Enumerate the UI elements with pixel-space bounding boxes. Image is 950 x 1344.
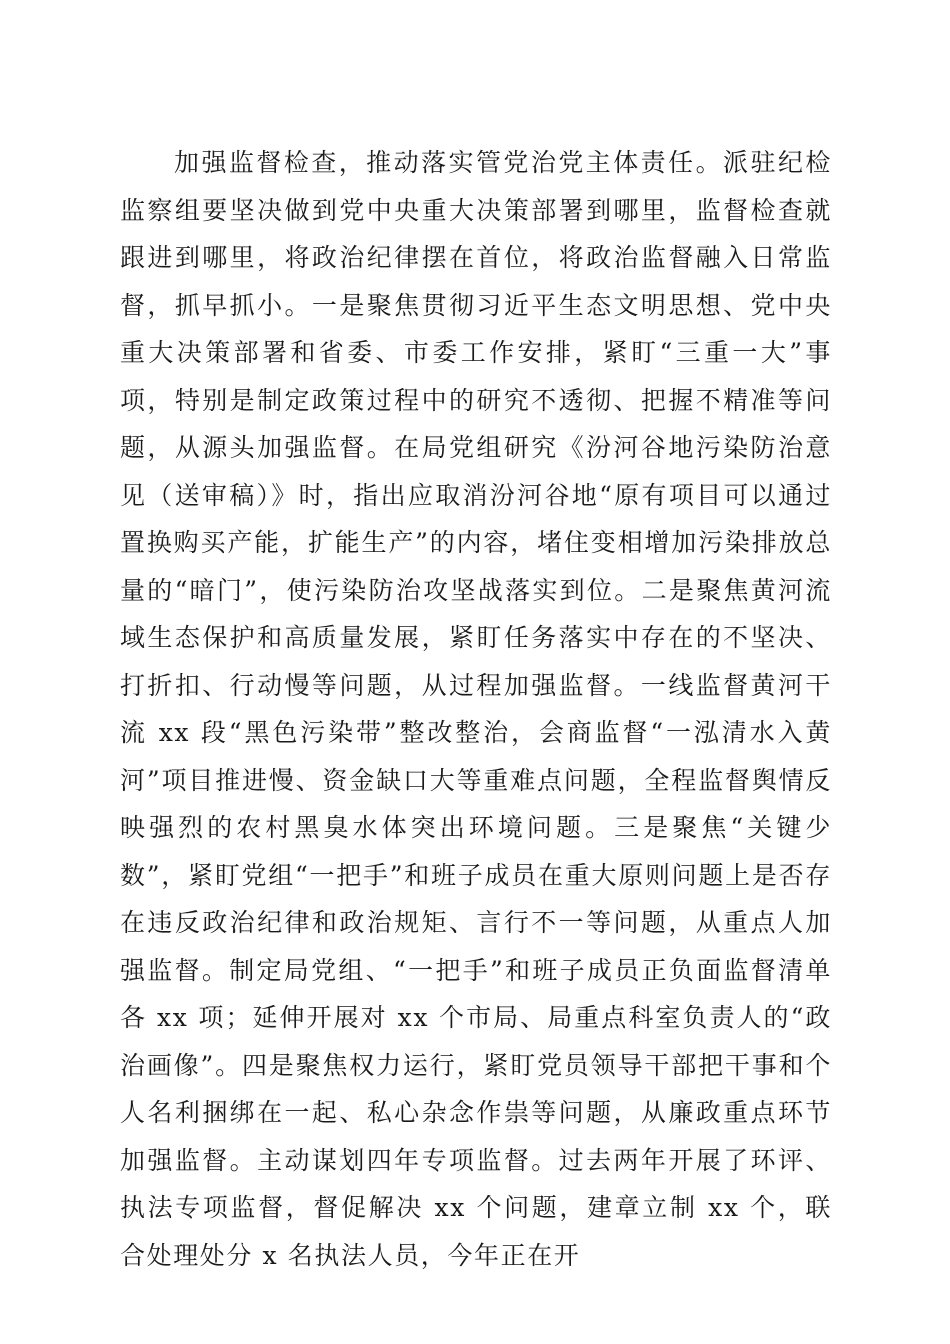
body-paragraph: 加强监督检查，推动落实管党治党主体责任。派驻纪检监察组要坚决做到党中央重大决策部署到哪里，监督检查就跟进到哪里，将政治纪律摆在首位，将政治监督融入日常监督，抓早抓小。一是聚焦贯彻习近平生态文明思想、党中央重大决策部署和省委、市委工作安排，紧盯“三重一大”事项，特别是制定政策过程中的研究不透彻、把握不精准等问题，从源头加强监督。在局党组研究《汾河谷地污染防治意见（送审稿）》时，指出应取消汾河谷地“原有项目可以通过置换购买产能，扩能生产”的内容，堵住变相增加污染排放总量的“暗门”，使污染防治攻坚战落实到位。二是聚焦黄河流域生态保护和高质量发展，紧盯任务落实中存在的不坚决、打折扣、行动慢等问题，从过程加强监督。一线监督黄河干流 xx 段“黑色污染带”整改整治，会商监督“一泓清水入黄河”项目推进慢、资金缺口大等重难点问题，全程监督舆情反映强烈的农村黑臭水体突出环境问题。三是聚焦“关键少数”，紧盯党组“一把手”和班子成员在重大原则问题上是否存在违反政治纪律和政治规矩、言行不一等问题，从重点人加强监督。制定局党组、“一把手”和班子成员正负面监督清单各 xx 项；延伸开展对 xx 个市局、局重点科室负责人的“政治画像”。四是聚焦权力运行，紧盯党员领导干部把干事和个人名利捆绑在一起、私心杂念作祟等问题，从廉政重点环节加强监督。主动谋划四年专项监督。过去两年开展了环评、执法专项监督，督促解决 xx 个问题，建章立制 xx 个，联合处理处分 x 名执法人员，今年正在开 (120, 148, 832, 1270)
